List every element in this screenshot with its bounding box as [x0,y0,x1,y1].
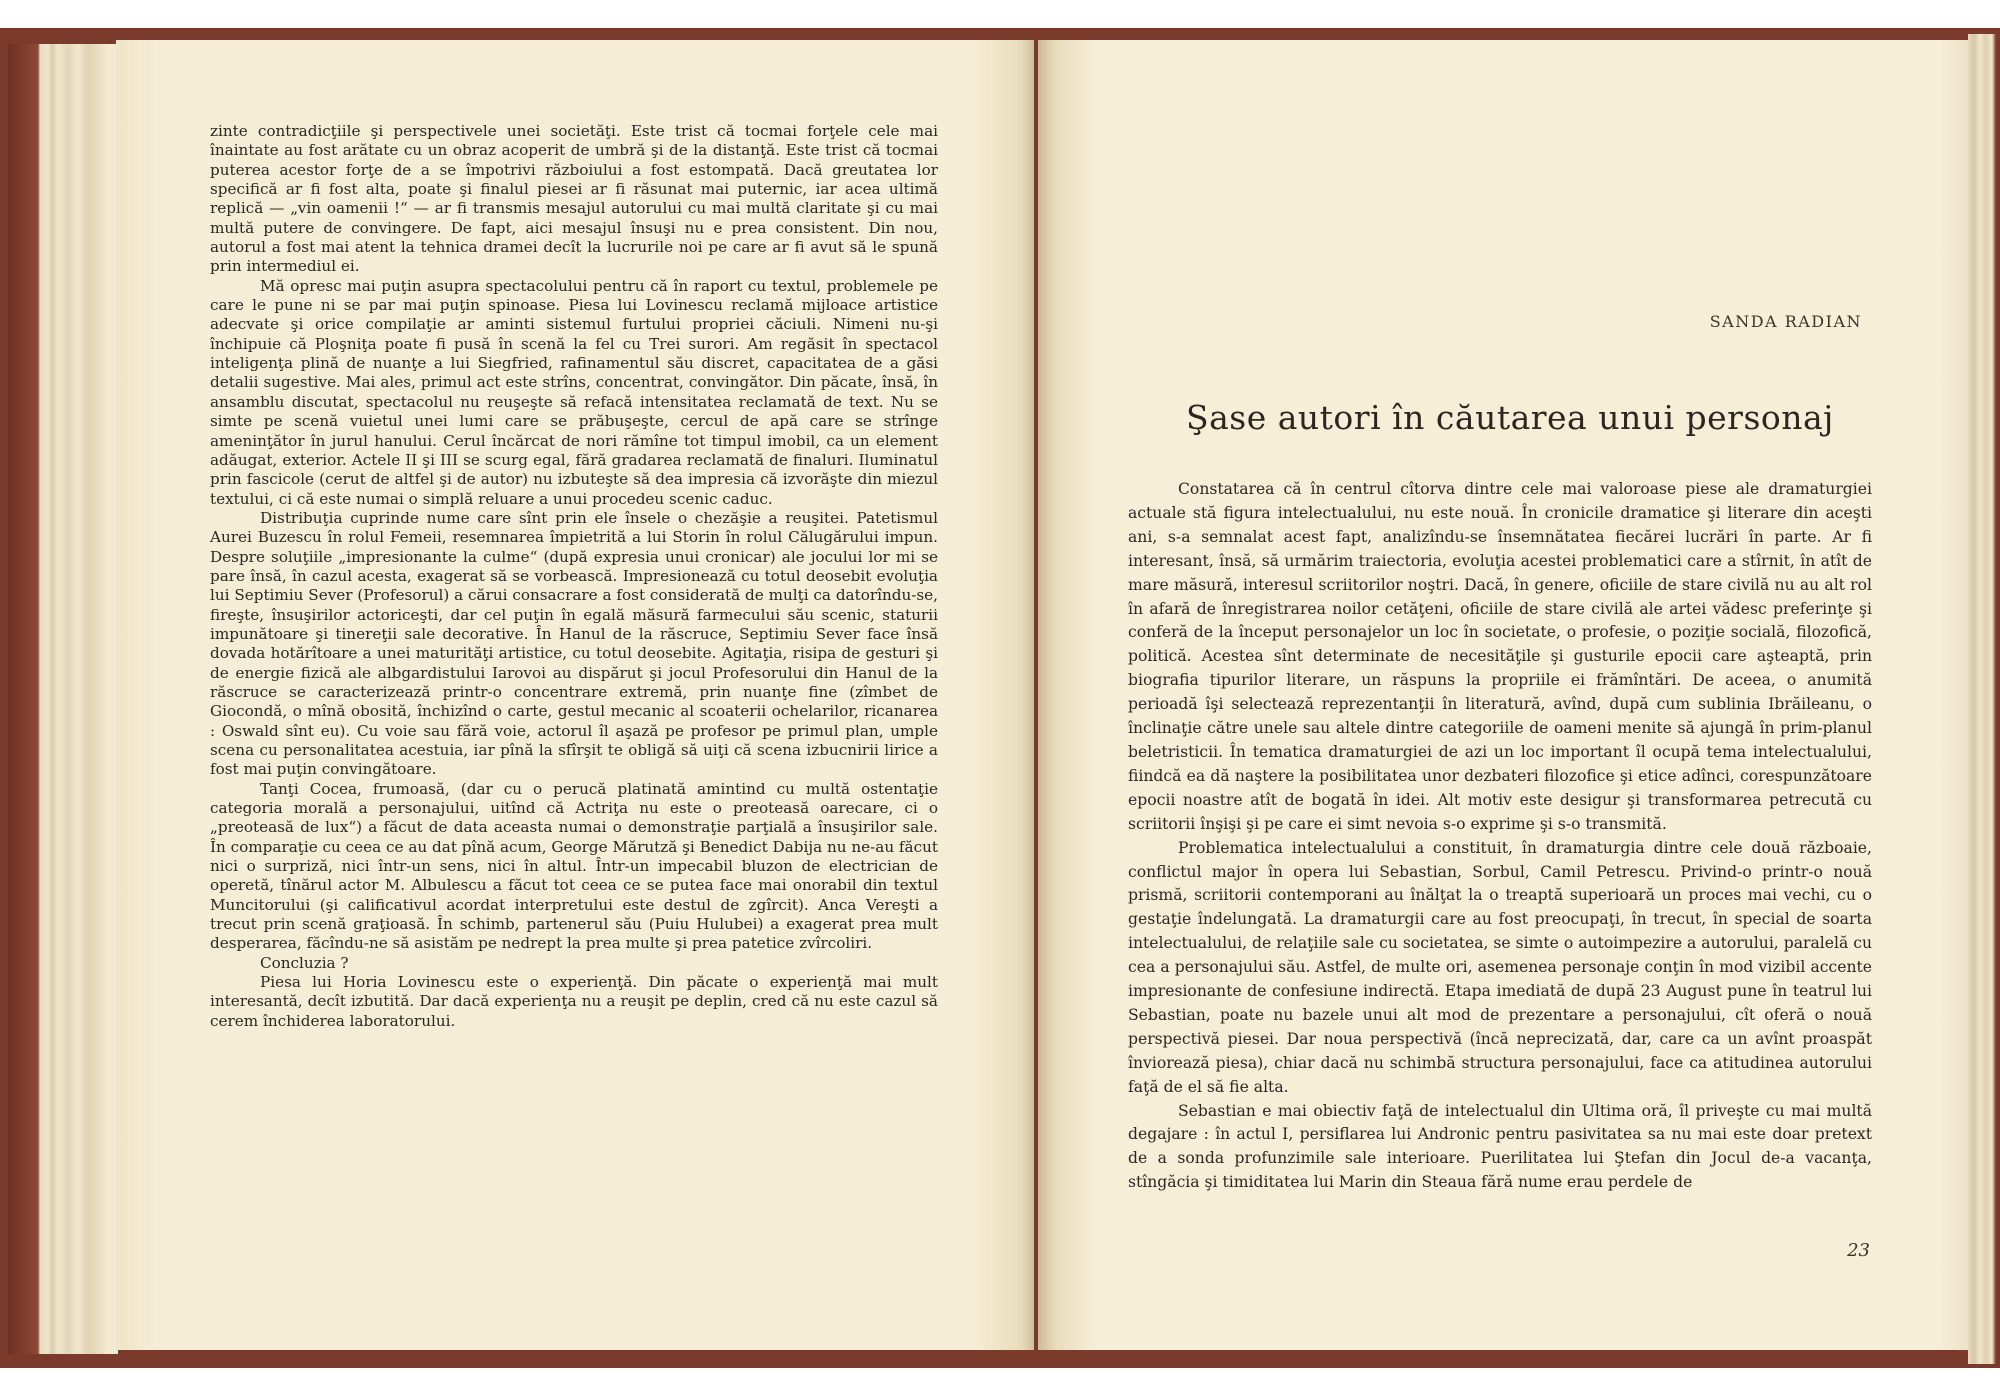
right-page-stack [1968,34,2000,1364]
paragraph: Problematica intelectualului a constituit, în dramaturgia dintre cele două războaie, conflictul major în opera lui Sebastian, Sorbul, Camil Petrescu. Privind-o printr-o nouă prismă, scriitorii contemporani au înălţat la o treaptă superioară un proces mai vechi, cu o gestaţie îndelungată. La dramaturgii care au fost preocupaţi, în trecut, în special de soarta intelectualului, de relaţiile sale cu societatea, se simte o autoimpezire a autorului, paralelă cu cea a personajului său. Astfel, de multe ori, asemenea personaje conţin în mod vizibil accente impresionante de confesiune indirectă. Etapa imediată de după 23 August pune în teatrul lui Sebastian, poate nu bazele unui alt mod de prezentare a personajului, cît oferă o nouă perspectivă piesei. Dar noua perspectivă (încă neprecizată, dar, care ca un avînt proaspăt înviorează piesa), chiar dacă nu schimbă structura personajului, face ca atitudinea autorului faţă de el să fie alta. [1128,838,1872,1096]
paragraph: zinte contradicţiile şi perspectivele unei societăţi. Este trist că tocmai forţele cele mai înaintate au fost arătate cu un obraz acoperit de umbră şi de la distanţă. Este trist că tocmai puterea acestor forţe de a se împotrivi războiului a fost estompată. Dacă greutatea lor specifică ar fi fost alta, poate şi finalul piesei ar fi răsunat mai puternic, iar acea ultimă replică — „vin oamenii !“ — ar fi transmis mesajul autorului cu mai multă claritate şi cu mai multă putere de convingere. De fapt, aici mesajul însuşi nu e prea consistent. Din nou, autorul a fost mai atent la tehnica dramei decît la lucrurile noi pe care ar fi avut să le spună prin intermediul ei. [210,122,938,276]
article-title: Şase autori în căutarea unui personaj [1186,398,1834,437]
page-number: 23 [1847,1240,1870,1261]
paragraph: Distribuţia cuprinde nume care sînt prin ele însele o chezăşie a reuşitei. Patetismul Aurei Buzescu în rolul Femeii, resemnarea împietrită a lui Storin în rolul Călugărului impun. Despre soluţiile „impresionante la culme“ (după expresia unui cronicar) ale jocului lor mi se pare însă, în cazul acesta, exagerat să se vorbească. Impresionează cu totul deosebit evoluţia lui Septimiu Sever (Profesorul) a cărui consacrare a fost considerată de mulţi ca datorîndu-se, fireşte, însuşirilor actoriceşti, dar cel puţin în egală măsură farmecului său scenic, staturii impunătoare şi tinereţii sale decorative. În Hanul de la răscruce, Septimiu Sever face însă dovada hotărîtoare a unei maturităţi artistice, cu totul deosebite. Agitaţia, risipa de gesturi şi de energie fizică ale albgardistului Iarovoi au dispărut şi jocul Profesorului din Hanul de la răscruce se caracterizează printr-o concentrare extremă, prin nuanţe fine (zîmbet de Giocondă, o mînă obosită, închizînd o carte, gestul mecanic al scoaterii ochelarilor, ricanarea : Oswald sînt eu). Cu voie sau fără voie, actorul îl aşază pe profesor pe primul plan, umple scena cu personalitatea acestuia, iar pînă la sfîrşit te obligă să uiţi că scena izbucnirii lirice a fost mai puţin convingătoare. [210,508,938,779]
paragraph: Piesa lui Horia Lovinescu este o experienţă. Din păcate o experienţă mai mult interesantă, decît izbutită. Dar dacă experienţa nu a reuşit pe deplin, cred că nu este cazul să cerem închiderea laboratorului. [210,973,938,1030]
paragraph: Tanţi Cocea, frumoasă, (dar cu o perucă platinată amintind cu multă ostentaţie categoria morală a personajului, uitînd că Actriţa nu este o preoteasă oarecare, ci o „preoteasă de lux“) a făcut de data aceasta numai o demonstraţie parţială a însuşirilor sale. În comparaţie cu ceea ce au dat pînă acum, George Mărutză şi Benedict Dabija nu ne-au făcut nici o surpriză, nici într-un sens, nici în altul. Într-un impecabil bluzon de electrician de operetă, tînărul actor M. Albulescu a făcut tot ceea ce se putea face mai onorabil din textul Muncitorului (şi calificativul acordat interpretului este destul de zgîrcit). Anca Vereşti a trecut prin scenă graţioasă. În schimb, partenerul său (Puiu Hulubei) a exagerat prea mult desperarea, făcîndu-ne să asistăm pe nedrept la prea multe şi prea patetice zvîrcoliri. [210,779,938,953]
paragraph: Sebastian e mai obiectiv faţă de intelectualul din Ultima oră, îl priveşte cu mai multă degajare : în actul I, persiflarea lui Andronic pentru pasivitatea sa nu mai este doar pretext de a sonda profunzimile sale interioare. Puerilitatea lui Ştefan din Jocul de-a vacanţa, stîngăcia şi timiditatea lui Marin din Steaua fără nume erau perdele de [1128,1101,1872,1192]
left-page-stack [8,44,118,1354]
paragraph: Constatarea că în centrul cîtorva dintre cele mai valoroase piese ale dramaturgiei actuale stă figura intelectualului, nu este nouă. În cronicile dramatice şi literare din aceşti ani, s-a semnalat acest fapt, analizîndu-se însemnătatea fiecărei lucrări în parte. Ar fi interesant, însă, să urmărim traiectoria, evoluţia acestei problematici care a stîrnit, în atît de mare măsură, interesul scriitorilor noştri. Dacă, în genere, oficiile de stare civilă nu au alt rol în afară de înregistrarea noilor cetăţeni, oficiile de stare civilă ale artei vădesc preferinţe şi conferă de la început personajelor un loc în societate, o profesie, o poziţie socială, filozofică, politică. Acestea sînt determinate de necesităţile şi gusturile epocii care aşteaptă, prin biografia tipurilor literare, un răspuns la propriile ei frămîntări. De aceea, o anumită perioadă îşi selectează reprezentanţii în literatură, avînd, după cum sublinia Ibrăileanu, o înclinaţie către unele sau altele dintre categoriile de oameni menite să ajungă în prim-planul beletristicii. În tematica dramaturgiei de azi un loc important îl ocupă tema intelectualului, fiindcă ea dă naştere la posibilitatea unor dezbateri filozofice şi etice adînci, corespunzătoare epocii noastre atît de bogată în idei. Alt motiv este desigur şi transformarea petrecută cu scriitorii înşişi şi pe care ei simt nevoia s-o exprime şi s-o transmită. [1128,480,1872,833]
right-page-text [1128,478,1872,1195]
left-page-text [210,122,938,1031]
paragraph: Concluzia ? [260,953,349,972]
article-author: SANDA RADIAN [1709,312,1862,331]
paragraph: Mă opresc mai puţin asupra spectacolului pentru că în raport cu textul, problemele pe care le pune ni se par mai puţin spinoase. Piesa lui Lovinescu reclamă mijloace artistice adecvate şi orice compilaţie ar aminti sistemul furtului propriei căciuli. Nimeni nu-şi închipuie că Ploşniţa poate fi pusă în scenă la fel cu Trei surori. Am regăsit în spectacol inteligenţa plină de nuanţe a lui Siegfried, rafinamentul său discret, capacitatea de a găsi detalii sugestive. Mai ales, primul act este strîns, concentrat, convingător. Din păcate, însă, în ansamblu discutat, spectacolul nu reuşeşte să refacă intensitatea reclamată de text. Nu se simte pe scenă vuietul unei lumi care se prăbuşeşte, cercul de apă care se strînge ameninţător în jurul hanului. Cerul încărcat de nori rămîne tot timpul imobil, ca un element adăugat, exterior. Actele II şi III se scurg egal, fără gradarea reclamată de finaluri. Iluminatul prin fascicole (cerut de altfel şi de autor) nu izbuteşte să dea impresia că izvorăşte din miezul textului, ci că este numai o simplă reluare a unui procedeu scenic caduc. [210,276,938,508]
